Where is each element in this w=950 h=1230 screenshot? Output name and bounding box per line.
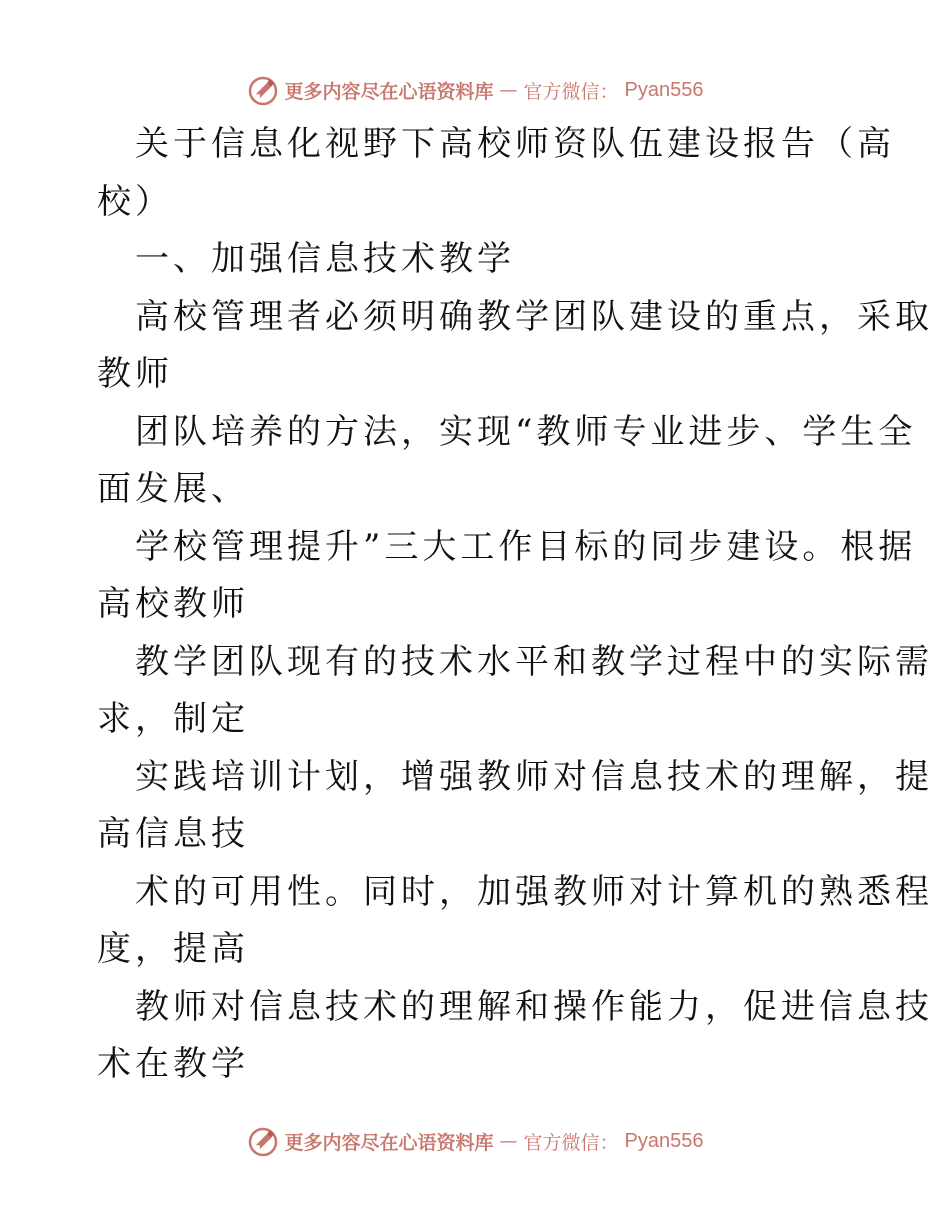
paragraph-line: 术的可用性。同时，加强教师对计算机的熟悉程 xyxy=(135,871,933,912)
paragraph-line: 高校教师 xyxy=(97,584,249,624)
paragraph-line: 术在教学 xyxy=(97,1044,249,1084)
document-title-continued: 校） xyxy=(97,181,173,222)
paragraph-line: 实践培训计划，增强教师对信息技术的理解，提 xyxy=(135,756,933,797)
paragraph-line: 教师对信息技术的理解和操作能力，促进信息技 xyxy=(135,986,933,1027)
paragraph-line: 学校管理提升”三大工作目标的同步建设。根据 xyxy=(135,526,917,567)
header-wechat-id: Pyan556 xyxy=(624,78,704,101)
paragraph-line: 团队培养的方法，实现“教师专业进步、学生全 xyxy=(135,411,917,452)
header-banner xyxy=(0,70,950,110)
paragraph-line: 高信息技 xyxy=(97,814,249,854)
seal-logo-icon xyxy=(247,74,279,106)
paragraph-line: 高校管理者必须明确教学团队建设的重点，采取 xyxy=(135,296,933,337)
document-title: 关于信息化视野下高校师资队伍建设报告（高 xyxy=(135,124,895,164)
section-heading: 一、加强信息技术教学 xyxy=(135,239,515,279)
header-separator: — xyxy=(499,79,518,101)
seal-logo-icon xyxy=(247,1125,279,1157)
paragraph-line: 度，提高 xyxy=(97,929,249,969)
paragraph-line: 面发展、 xyxy=(97,469,249,509)
footer-banner xyxy=(0,1121,950,1161)
footer-wechat-id: Pyan556 xyxy=(624,1129,704,1152)
paragraph-line: 教师 xyxy=(97,354,173,394)
header-wechat-label: 官方微信： xyxy=(523,80,619,103)
paragraph-line: 求，制定 xyxy=(97,699,249,739)
footer-promo-text: 更多内容尽在心语资料库 xyxy=(284,1131,494,1154)
header-promo-text: 更多内容尽在心语资料库 xyxy=(284,80,494,103)
footer-wechat-label: 官方微信： xyxy=(523,1131,619,1154)
document-body xyxy=(97,116,933,1094)
footer-separator: — xyxy=(499,1130,518,1152)
paragraph-line: 教学团队现有的技术水平和教学过程中的实际需 xyxy=(135,641,933,682)
